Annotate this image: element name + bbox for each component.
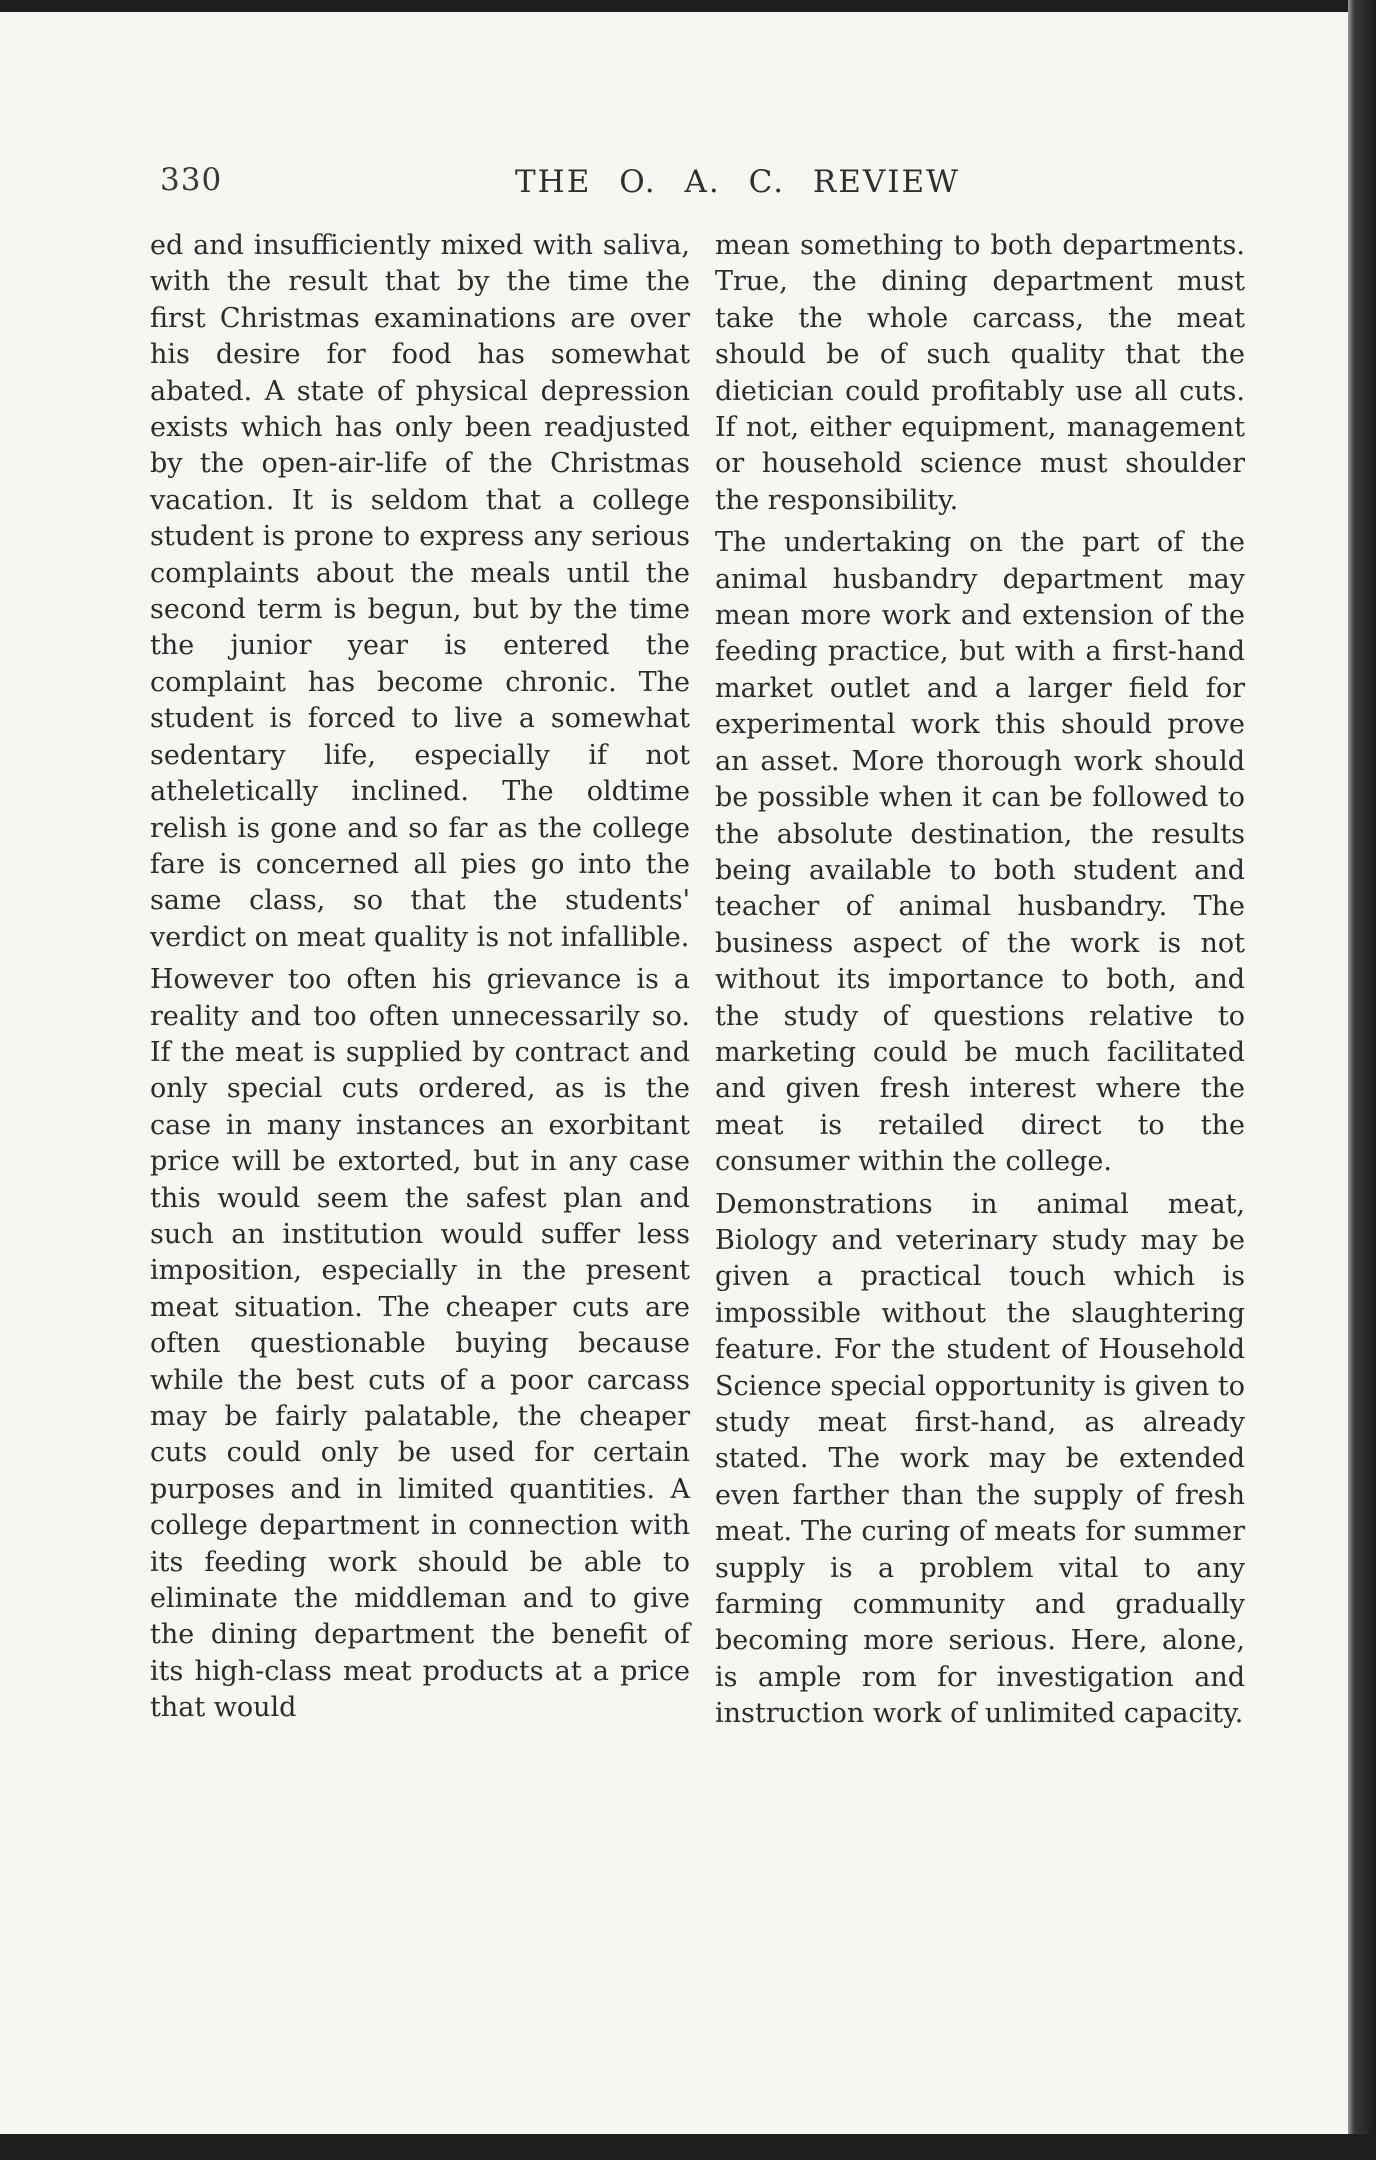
- paragraph: ed and insufficiently mixed with saliva, with the result that by the time the first Christmas examinations are over his desire for food has somewhat abated. A state of physical depression exists which has only been readjusted by the open-air-life of the Christmas vacation. It is seldom that a college student is prone to express any serious complaints about the meals until the second term is begun, but by the time the junior year is entered the complaint has become chronic. The student is forced to live a somewhat sedentary life, especially if not atheletically inclined. The oldtime relish is gone and so far as the college fare is concerned all pies go into the same class, so that the students' verdict on meat quality is not infallible.: [150, 230, 690, 953]
- book-spine-edge: [1348, 0, 1376, 2160]
- running-title: THE O. A. C. REVIEW: [515, 164, 961, 200]
- paragraph: mean something to both departments. True, the dining department must take the whole carcass, the meat should be of such quality that the dietician could profitably use all cuts. If not, either equipment, management or household science must shoulder the responsibility.: [715, 230, 1245, 516]
- paragraph: The undertaking on the part of the animal husbandry department may mean more work and extension of the feeding practice, but with a first-hand market outlet and a larger field for experimental work this should prove an asset. More thorough work should be possible when it can be followed to the absolute destination, the results being available to both student and teacher of animal husbandry. The business aspect of the work is not without its importance to both, and the study of questions relative to marketing could be much facilitated and given fresh interest where the meat is retailed direct to the consumer within the college.: [715, 527, 1245, 1178]
- paragraph: Demonstrations in animal meat, Biology and veterinary study may be given a practical touch which is impossible without the slaughtering feature. For the student of Household Science special opportunity is given to study meat first-hand, as already stated. The work may be extended even farther than the supply of fresh meat. The curing of meats for summer supply is a problem vital to any farming community and gradually becoming more serious. Here, alone, is ample rom for investigation and instruction work of unlimited capacity.: [715, 1188, 1245, 1730]
- page-number: 330: [160, 162, 223, 198]
- scan-bottom-edge: [0, 2134, 1376, 2160]
- right-column: [715, 228, 1245, 1733]
- scan-top-edge: [0, 0, 1376, 12]
- left-column: [150, 228, 690, 1727]
- paragraph: However too often his grievance is a reality and too often unnecessarily so. If the meat is supplied by contract and only special cuts ordered, as is the case in many instances an exorbitant price will be extorted, but in any case this would seem the safest plan and such an institution would suffer less imposition, especially in the present meat situation. The cheaper cuts are often questionable buying because while the best cuts of a poor carcass may be fairly palatable, the cheaper cuts could only be used for certain purposes and in limited quantities. A college department in connection with its feeding work should be able to eliminate the middleman and to give the dining department the benefit of its high-class meat products at a price that would: [150, 964, 690, 1724]
